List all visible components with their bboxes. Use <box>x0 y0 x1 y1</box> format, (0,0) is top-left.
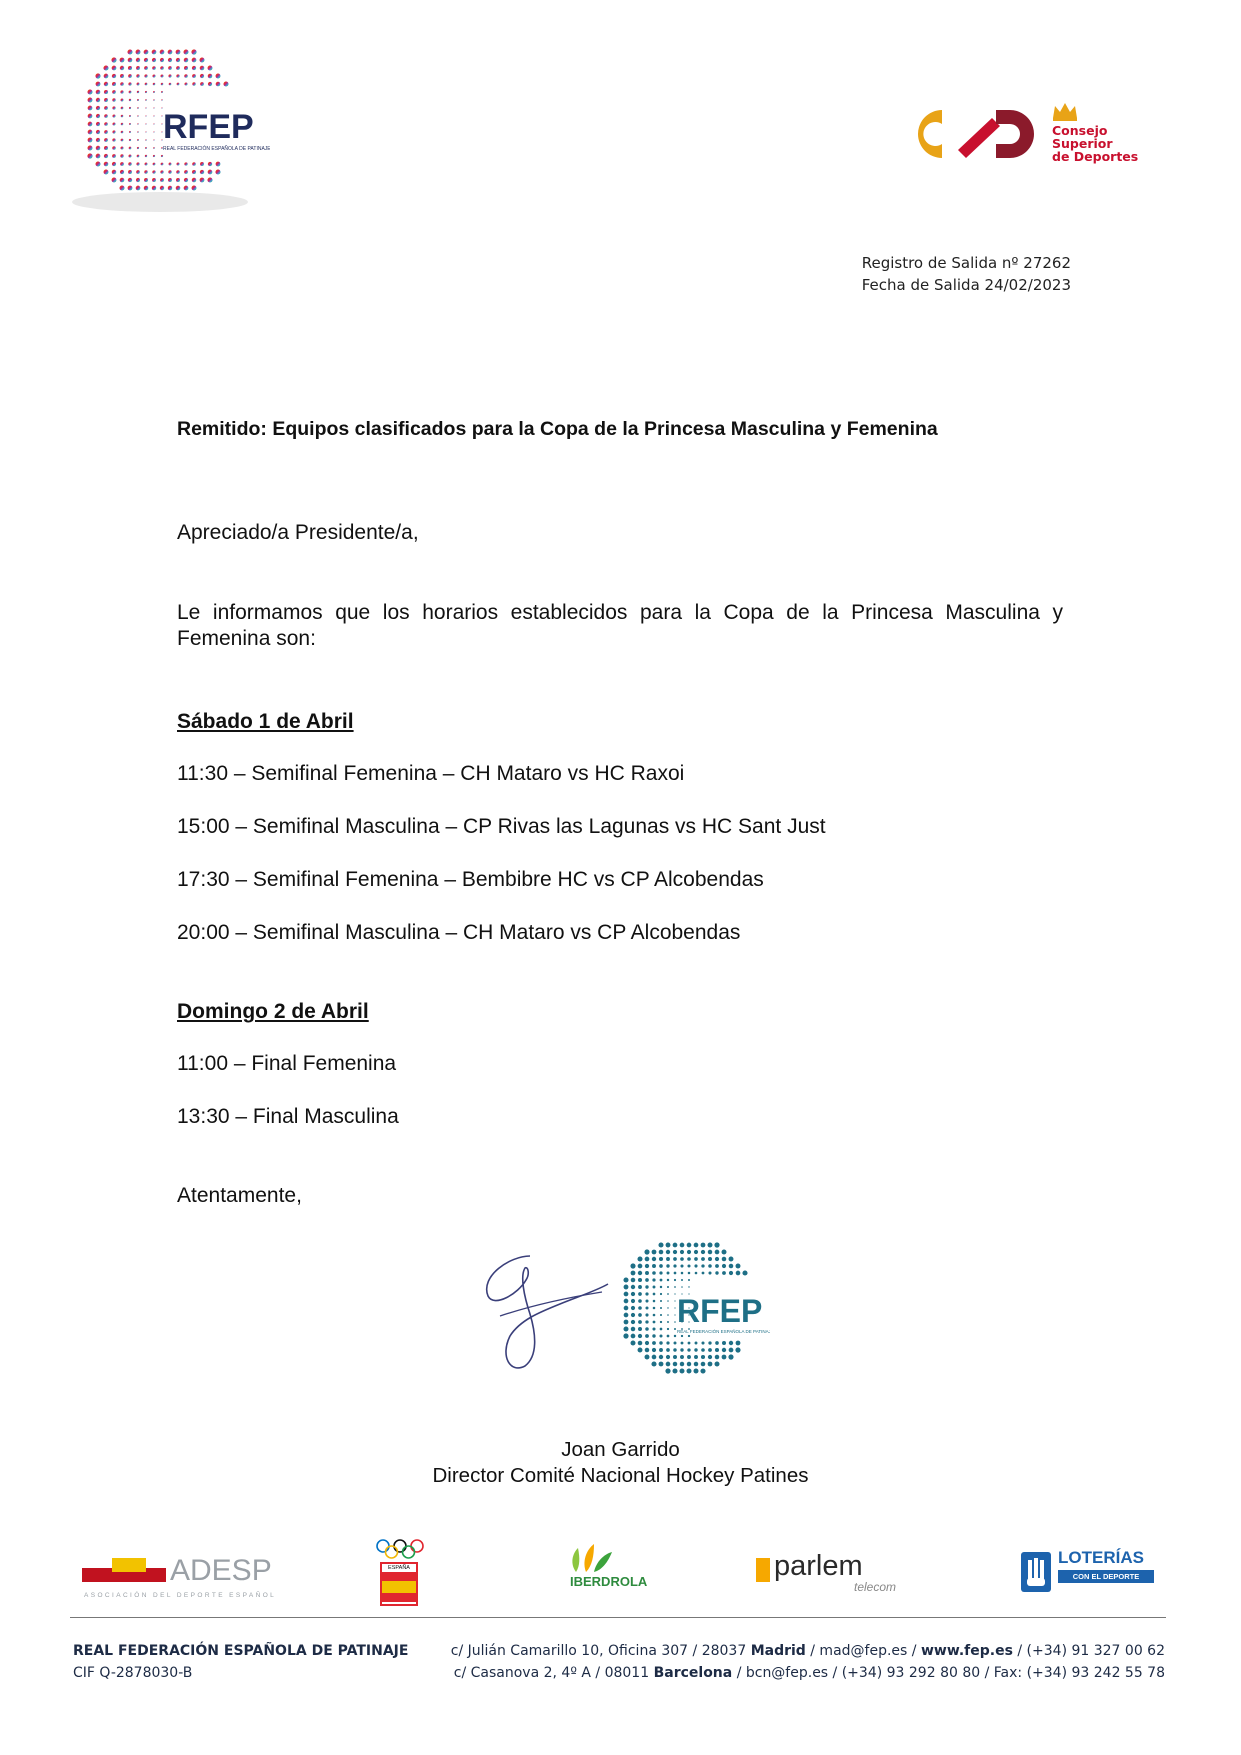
letter-intro: Le informamos que los horarios establecidos para la Copa de la Princesa Masculina y Femenina son: <box>177 601 1063 650</box>
iberdrola-name: IBERDROLA <box>570 1574 648 1589</box>
crown-icon <box>1050 100 1080 122</box>
espana-olympic-logo <box>374 1538 426 1608</box>
adesp-logo <box>82 1554 282 1604</box>
rfep-logo <box>60 40 270 220</box>
letter-closing: Atentamente, <box>177 1184 302 1207</box>
signer-name: Joan Garrido <box>561 1438 680 1461</box>
sponsor-logos <box>70 1538 1170 1608</box>
adesp-tagline: ASOCIACIÓN DEL DEPORTE ESPAÑOL <box>84 1592 277 1599</box>
rfep-logo-title: RFEP <box>163 108 254 146</box>
parlem-logo <box>756 1550 916 1600</box>
adesp-name: ADESP <box>170 1554 272 1587</box>
footer-barcelona: c/ Casanova 2, 4º A / 08011 Barcelona / bcn@fep.es / (+34) 93 292 80 80 / Fax: (+34) 93 242 55 78 <box>453 1665 1165 1681</box>
handwritten-signature <box>470 1236 620 1376</box>
espana-label: ESPAÑA <box>388 1565 410 1571</box>
loterias-name: LOTERÍAS <box>1058 1548 1144 1567</box>
letter-greeting: Apreciado/a Presidente/a, <box>177 521 419 544</box>
registry-info <box>862 252 1071 296</box>
iberdrola-logo <box>568 1542 668 1602</box>
rfep-logo-subtitle: REAL FEDERACIÓN ESPAÑOLA DE PATINAJE <box>163 146 270 152</box>
rfep-stamp-logo <box>615 1232 770 1380</box>
schedule-item: 15:00 – Semifinal Masculina – CP Rivas las Lagunas vs HC Sant Just <box>177 815 826 838</box>
parlem-tagline: telecom <box>854 1580 897 1594</box>
csd-logo <box>900 100 1140 180</box>
footer-org-name: REAL FEDERACIÓN ESPAÑOLA DE PATINAJE <box>73 1643 409 1659</box>
csd-name: Consejo Superior de Deportes <box>1052 123 1139 164</box>
signer-title: Director Comité Nacional Hockey Patines <box>432 1464 809 1487</box>
schedule-item: 11:00 – Final Femenina <box>177 1052 397 1075</box>
schedule-item: 13:30 – Final Masculina <box>177 1105 399 1128</box>
letter-subject: Remitido: Equipos clasificados para la Copa de la Princesa Masculina y Femenina <box>177 418 938 440</box>
footer-divider <box>70 1617 1166 1618</box>
loterias-tagline: CON EL DEPORTE <box>1058 1570 1154 1583</box>
day-heading-sunday: Domingo 2 de Abril <box>177 1000 369 1023</box>
olympic-rings-icon <box>374 1538 426 1560</box>
schedule-item: 11:30 – Semifinal Femenina – CH Mataro vs HC Raxoi <box>177 762 685 785</box>
iberdrola-leaves-icon <box>568 1542 618 1574</box>
footer-website-link[interactable]: www.fep.es <box>920 1643 1013 1659</box>
stamp-logo-title: RFEP <box>677 1293 763 1329</box>
loterias-hand-icon <box>1020 1548 1052 1594</box>
footer-cif: CIF Q-2878030-B <box>73 1665 193 1681</box>
registry-date: Fecha de Salida 24/02/2023 <box>861 276 1071 294</box>
day-heading-saturday: Sábado 1 de Abril <box>177 710 354 733</box>
schedule-item: 17:30 – Semifinal Femenina – Bembibre HC vs CP Alcobendas <box>177 868 764 891</box>
footer-addresses <box>451 1640 1165 1684</box>
stamp-logo-subtitle: REAL FEDERACIÓN ESPAÑOLA DE PATINAJE <box>677 1329 770 1334</box>
registry-number: Registro de Salida nº 27262 <box>861 254 1071 272</box>
schedule-item: 20:00 – Semifinal Masculina – CH Mataro vs CP Alcobendas <box>177 921 741 944</box>
footer-madrid: c/ Julián Camarillo 10, Oficina 307 / 28037 Madrid / mad@fep.es / www.fep.es / (+34) 91 327 00 62 <box>450 1643 1165 1659</box>
footer-org <box>73 1640 408 1684</box>
loterias-logo <box>1020 1548 1170 1598</box>
parlem-name: parlem <box>774 1550 863 1582</box>
